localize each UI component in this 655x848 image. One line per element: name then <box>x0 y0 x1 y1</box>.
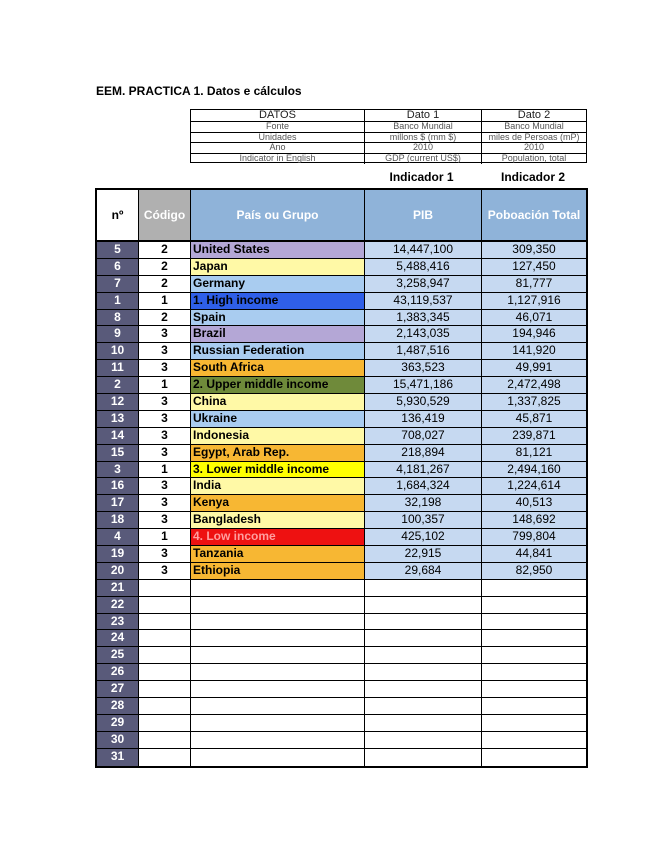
row-poboacion[interactable]: 49,991 <box>482 360 586 376</box>
meta-row <box>191 133 586 144</box>
table-body <box>97 242 586 766</box>
row-pib[interactable]: 43,119,537 <box>365 293 482 309</box>
meta-label[interactable]: Unidades <box>191 133 365 143</box>
row-codigo[interactable]: 2 <box>139 259 191 275</box>
indicator-1-label: Indicador 1 <box>389 170 454 184</box>
row-pib[interactable]: 3,258,947 <box>365 276 482 292</box>
row-pais[interactable]: United States <box>191 242 365 258</box>
row-number[interactable]: 7 <box>97 276 139 292</box>
table-row <box>97 614 586 631</box>
row-codigo[interactable]: 3 <box>139 326 191 342</box>
table-header <box>97 190 586 242</box>
meta-dato1[interactable]: Dato 1 <box>365 110 482 121</box>
row-number[interactable]: 4 <box>97 529 139 545</box>
row-number[interactable]: 10 <box>97 343 139 359</box>
row-codigo[interactable] <box>139 580 191 596</box>
row-codigo[interactable]: 2 <box>139 242 191 258</box>
table-row <box>97 630 586 647</box>
row-poboacion[interactable]: 81,777 <box>482 276 586 292</box>
row-poboacion[interactable]: 148,692 <box>482 512 586 528</box>
row-codigo[interactable] <box>139 647 191 663</box>
row-codigo[interactable]: 1 <box>139 462 191 478</box>
row-poboacion[interactable] <box>482 580 586 596</box>
table-row <box>97 580 586 597</box>
row-codigo[interactable]: 3 <box>139 478 191 494</box>
row-pib[interactable] <box>365 630 482 646</box>
row-number[interactable]: 12 <box>97 394 139 410</box>
row-pais[interactable]: Ukraine <box>191 411 365 427</box>
row-pais[interactable]: Egypt, Arab Rep. <box>191 445 365 461</box>
table-row <box>97 749 586 766</box>
header-pais[interactable]: País ou Grupo <box>191 190 365 240</box>
row-number[interactable]: 25 <box>97 647 139 663</box>
row-codigo[interactable] <box>139 664 191 680</box>
table-row <box>97 597 586 614</box>
row-pib[interactable]: 100,357 <box>365 512 482 528</box>
row-pib[interactable]: 1,684,324 <box>365 478 482 494</box>
table-row <box>97 343 586 360</box>
meta-row <box>191 154 586 165</box>
row-pib[interactable]: 29,684 <box>365 563 482 579</box>
row-number[interactable]: 2 <box>97 377 139 393</box>
table-row <box>97 495 586 512</box>
row-pib[interactable]: 4,181,267 <box>365 462 482 478</box>
row-pais[interactable]: China <box>191 394 365 410</box>
row-pais[interactable]: 1. High income <box>191 293 365 309</box>
row-number[interactable]: 3 <box>97 462 139 478</box>
row-poboacion[interactable] <box>482 681 586 697</box>
row-number[interactable]: 11 <box>97 360 139 376</box>
meta-dato1[interactable]: GDP (current US$) <box>365 154 482 165</box>
row-pib[interactable] <box>365 664 482 680</box>
table-row <box>97 546 586 563</box>
row-number[interactable]: 8 <box>97 310 139 326</box>
row-pais[interactable]: Tanzania <box>191 546 365 562</box>
row-pais[interactable]: 2. Upper middle income <box>191 377 365 393</box>
row-poboacion[interactable]: 81,121 <box>482 445 586 461</box>
row-poboacion[interactable]: 82,950 <box>482 563 586 579</box>
meta-label[interactable]: DATOS <box>191 110 365 121</box>
table-row <box>97 647 586 664</box>
row-codigo[interactable]: 1 <box>139 377 191 393</box>
row-codigo[interactable] <box>139 749 191 766</box>
row-pib[interactable] <box>365 614 482 630</box>
row-pais[interactable] <box>191 597 365 613</box>
row-codigo[interactable]: 3 <box>139 343 191 359</box>
row-codigo[interactable]: 3 <box>139 394 191 410</box>
data-table <box>95 188 588 768</box>
meta-dato2[interactable]: 2010 <box>523 143 545 152</box>
row-pais[interactable]: Germany <box>191 276 365 292</box>
row-poboacion[interactable] <box>482 732 586 748</box>
table-row <box>97 732 586 749</box>
row-codigo[interactable]: 3 <box>139 411 191 427</box>
table-row <box>97 698 586 715</box>
indicator-2-label: Indicador 2 <box>500 170 565 184</box>
meta-dato2[interactable]: miles de Persoas (mP) <box>488 132 580 142</box>
row-pais[interactable]: Japan <box>191 259 365 275</box>
row-poboacion[interactable] <box>482 664 586 680</box>
row-number[interactable]: 17 <box>97 495 139 511</box>
table-row <box>97 293 586 310</box>
row-number[interactable]: 22 <box>97 597 139 613</box>
row-pais[interactable]: Brazil <box>191 326 365 342</box>
meta-dato1[interactable]: 2010 <box>365 143 482 153</box>
row-number[interactable]: 5 <box>97 242 139 258</box>
header-poboacion[interactable]: Poboación Total <box>482 190 586 240</box>
table-row <box>97 259 586 276</box>
row-pais[interactable]: Bangladesh <box>191 512 365 528</box>
row-number[interactable]: 23 <box>97 614 139 630</box>
table-row <box>97 512 586 529</box>
meta-dato2[interactable]: Dato 2 <box>517 110 551 121</box>
row-pais[interactable] <box>191 614 365 630</box>
row-codigo[interactable]: 2 <box>139 310 191 326</box>
row-pais[interactable]: Indonesia <box>191 428 365 444</box>
row-poboacion[interactable]: 239,871 <box>482 428 586 444</box>
header-number[interactable]: nº <box>97 190 139 240</box>
table-row <box>97 445 586 462</box>
meta-row <box>191 122 586 133</box>
row-pib[interactable]: 1,383,345 <box>365 310 482 326</box>
row-number[interactable]: 21 <box>97 580 139 596</box>
row-poboacion[interactable]: 2,472,498 <box>482 377 586 393</box>
row-number[interactable]: 14 <box>97 428 139 444</box>
row-number[interactable]: 20 <box>97 563 139 579</box>
row-pib[interactable]: 1,487,516 <box>365 343 482 359</box>
meta-dato2[interactable]: Banco Mundial <box>504 122 564 131</box>
meta-row <box>191 110 586 122</box>
table-row <box>97 310 586 327</box>
row-pib[interactable]: 22,915 <box>365 546 482 562</box>
row-pais[interactable]: India <box>191 478 365 494</box>
row-number[interactable]: 28 <box>97 698 139 714</box>
row-pib[interactable]: 363,523 <box>365 360 482 376</box>
meta-dato1[interactable]: Banco Mundial <box>365 122 482 132</box>
row-number[interactable]: 26 <box>97 664 139 680</box>
row-number[interactable]: 1 <box>97 293 139 309</box>
row-pib[interactable] <box>365 580 482 596</box>
row-codigo[interactable] <box>139 681 191 697</box>
table-row <box>97 411 586 428</box>
meta-dato2[interactable]: Population, total <box>501 153 567 163</box>
row-pais[interactable] <box>191 749 365 766</box>
row-number[interactable]: 31 <box>97 749 139 766</box>
row-pais[interactable]: Ethiopia <box>191 563 365 579</box>
row-codigo[interactable] <box>139 732 191 748</box>
table-row <box>97 563 586 580</box>
row-poboacion[interactable]: 1,337,825 <box>482 394 586 410</box>
row-poboacion[interactable] <box>482 715 586 731</box>
row-pais[interactable] <box>191 580 365 596</box>
row-number[interactable]: 19 <box>97 546 139 562</box>
row-poboacion[interactable]: 44,841 <box>482 546 586 562</box>
row-pib[interactable]: 2,143,035 <box>365 326 482 342</box>
row-pais[interactable] <box>191 681 365 697</box>
row-pais[interactable] <box>191 732 365 748</box>
table-row <box>97 377 586 394</box>
row-codigo[interactable] <box>139 698 191 714</box>
row-pib[interactable]: 15,471,186 <box>365 377 482 393</box>
table-row <box>97 360 586 377</box>
row-pais[interactable]: 3. Lower middle income <box>191 462 365 478</box>
row-pais[interactable] <box>191 715 365 731</box>
row-pais[interactable]: 4. Low income <box>191 529 365 545</box>
row-poboacion[interactable]: 45,871 <box>482 411 586 427</box>
row-poboacion[interactable]: 2,494,160 <box>482 462 586 478</box>
row-number[interactable]: 18 <box>97 512 139 528</box>
header-codigo[interactable]: Código <box>139 190 191 240</box>
row-codigo[interactable]: 3 <box>139 512 191 528</box>
row-pib[interactable] <box>365 698 482 714</box>
row-number[interactable]: 15 <box>97 445 139 461</box>
row-poboacion[interactable]: 127,450 <box>482 259 586 275</box>
table-row <box>97 664 586 681</box>
row-poboacion[interactable]: 1,127,916 <box>482 293 586 309</box>
row-pais[interactable]: South Africa <box>191 360 365 376</box>
row-pib[interactable] <box>365 597 482 613</box>
row-pais[interactable] <box>191 698 365 714</box>
row-pais[interactable]: Kenya <box>191 495 365 511</box>
row-number[interactable]: 29 <box>97 715 139 731</box>
row-codigo[interactable]: 1 <box>139 293 191 309</box>
table-row <box>97 529 586 546</box>
row-poboacion[interactable] <box>482 614 586 630</box>
row-codigo[interactable] <box>139 597 191 613</box>
row-poboacion[interactable]: 141,920 <box>482 343 586 359</box>
table-row <box>97 428 586 445</box>
table-row <box>97 681 586 698</box>
row-pib[interactable]: 5,930,529 <box>365 394 482 410</box>
row-pib[interactable] <box>365 715 482 731</box>
row-pais[interactable] <box>191 630 365 646</box>
row-codigo[interactable] <box>139 614 191 630</box>
row-codigo[interactable] <box>139 630 191 646</box>
row-pib[interactable] <box>365 732 482 748</box>
row-poboacion[interactable]: 1,224,614 <box>482 478 586 494</box>
row-codigo[interactable] <box>139 715 191 731</box>
row-number[interactable]: 9 <box>97 326 139 342</box>
row-pib[interactable]: 218,894 <box>365 445 482 461</box>
row-codigo[interactable]: 3 <box>139 546 191 562</box>
row-pais[interactable]: Russian Federation <box>191 343 365 359</box>
row-codigo[interactable]: 1 <box>139 529 191 545</box>
row-pib[interactable] <box>365 647 482 663</box>
row-poboacion[interactable]: 799,804 <box>482 529 586 545</box>
row-number[interactable]: 30 <box>97 732 139 748</box>
row-pib[interactable]: 136,419 <box>365 411 482 427</box>
row-pib[interactable]: 708,027 <box>365 428 482 444</box>
row-number[interactable]: 16 <box>97 478 139 494</box>
meta-label[interactable]: Fonte <box>191 122 365 132</box>
row-poboacion[interactable]: 194,946 <box>482 326 586 342</box>
table-row <box>97 276 586 293</box>
row-poboacion[interactable] <box>482 647 586 663</box>
row-pib[interactable] <box>365 749 482 766</box>
table-row <box>97 462 586 479</box>
table-row <box>97 478 586 495</box>
row-poboacion[interactable]: 309,350 <box>482 242 586 258</box>
row-poboacion[interactable]: 40,513 <box>482 495 586 511</box>
row-pib[interactable]: 32,198 <box>365 495 482 511</box>
meta-row <box>191 143 586 154</box>
row-number[interactable]: 13 <box>97 411 139 427</box>
header-pib[interactable]: PIB <box>365 190 482 240</box>
row-poboacion[interactable] <box>482 630 586 646</box>
row-poboacion[interactable]: 46,071 <box>482 310 586 326</box>
row-pais[interactable] <box>191 647 365 663</box>
table-row <box>97 326 586 343</box>
row-pais[interactable]: Spain <box>191 310 365 326</box>
page-title: EEM. PRACTICA 1. Datos e cálculos <box>96 84 302 98</box>
table-row <box>97 242 586 259</box>
row-pib[interactable]: 5,488,416 <box>365 259 482 275</box>
row-poboacion[interactable] <box>482 749 586 766</box>
row-codigo[interactable]: 3 <box>139 428 191 444</box>
meta-dato1[interactable]: millons $ (mm $) <box>365 133 482 143</box>
table-row <box>97 394 586 411</box>
row-poboacion[interactable] <box>482 597 586 613</box>
row-number[interactable]: 24 <box>97 630 139 646</box>
row-codigo[interactable]: 3 <box>139 563 191 579</box>
meta-label[interactable]: Ano <box>191 143 365 153</box>
row-number[interactable]: 6 <box>97 259 139 275</box>
table-row <box>97 715 586 732</box>
row-codigo[interactable]: 3 <box>139 445 191 461</box>
row-pib[interactable]: 14,447,100 <box>365 242 482 258</box>
metadata-table <box>190 109 587 163</box>
row-pib[interactable] <box>365 681 482 697</box>
row-pib[interactable]: 425,102 <box>365 529 482 545</box>
row-codigo[interactable]: 2 <box>139 276 191 292</box>
row-number[interactable]: 27 <box>97 681 139 697</box>
row-codigo[interactable]: 3 <box>139 495 191 511</box>
row-pais[interactable] <box>191 664 365 680</box>
meta-label[interactable]: Indicator in English <box>191 154 365 165</box>
row-poboacion[interactable] <box>482 698 586 714</box>
row-codigo[interactable]: 3 <box>139 360 191 376</box>
